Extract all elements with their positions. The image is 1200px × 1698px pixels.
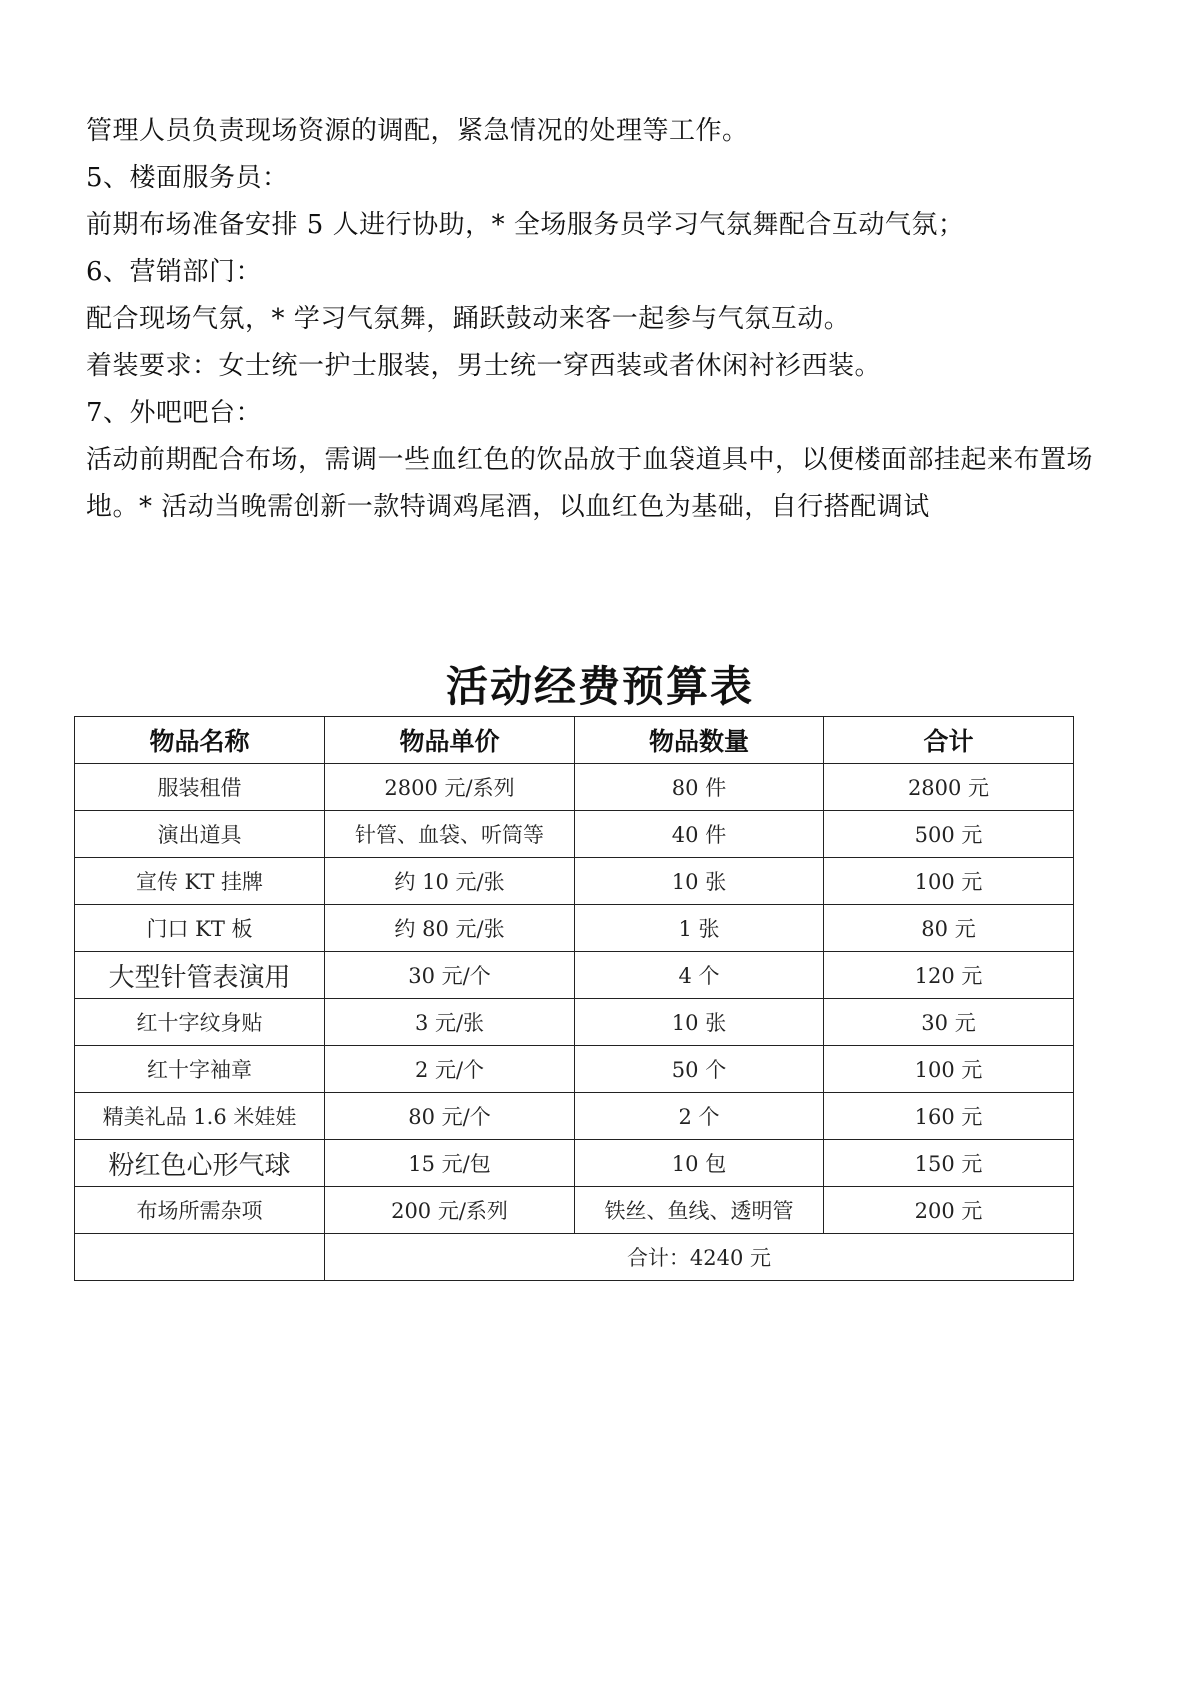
grand-total: 合计：4240 元 [325,1234,1074,1281]
cell-subtotal: 200 元 [824,1187,1074,1234]
cell-unit-price: 80 元/个 [325,1093,575,1140]
table-row [75,1140,1074,1187]
cell-subtotal: 120 元 [824,952,1074,999]
cell-item-name: 服装租借 [75,764,325,811]
cell-quantity: 10 包 [575,1140,824,1187]
cell-subtotal: 160 元 [824,1093,1074,1140]
budget-table-title: 活动经费预算表 [445,662,754,711]
cell-item-name: 门口 KT 板 [75,905,325,952]
cell-unit-price: 约 10 元/张 [325,858,575,905]
cell-quantity: 10 张 [575,999,824,1046]
paragraph-floor-staff: 前期布场准备安排 5 人进行协助，* 全场服务员学习气氛舞配合互动气氛； [86,210,965,240]
cell-subtotal: 100 元 [824,858,1074,905]
table-row [75,999,1074,1046]
cell-quantity: 80 件 [575,764,824,811]
table-row [75,1187,1074,1234]
cell-unit-price: 2800 元/系列 [325,764,575,811]
cell-item-name: 布场所需杂项 [75,1187,325,1234]
heading-floor-staff: 5、楼面服务员： [86,163,289,193]
cell-unit-price: 2 元/个 [325,1046,575,1093]
header-quantity: 物品数量 [575,717,824,764]
cell-quantity: 40 件 [575,811,824,858]
cell-item-name: 宣传 KT 挂牌 [75,858,325,905]
cell-item-name: 粉红色心形气球 [75,1140,325,1187]
heading-marketing: 6、营销部门： [86,257,263,287]
table-row [75,858,1074,905]
cell-quantity: 4 个 [575,952,824,999]
paragraph-outer-bar: 活动前期配合布场，需调一些血红色的饮品放于血袋道具中，以便楼面部挂起来布置场地。* 活动当晚需创新一款特调鸡尾酒，以血红色为基础，自行搭配调试 [86,445,1094,522]
table-header-row [75,717,1074,764]
cell-item-name: 红十字纹身贴 [75,999,325,1046]
paragraph-dress-code: 着装要求：女士统一护士服装，男士统一穿西装或者休闲衬衫西装。 [86,351,882,381]
cell-subtotal: 500 元 [824,811,1074,858]
cell-unit-price: 15 元/包 [325,1140,575,1187]
cell-unit-price: 200 元/系列 [325,1187,575,1234]
cell-quantity: 铁丝、鱼线、透明管 [575,1187,824,1234]
cell-subtotal: 30 元 [824,999,1074,1046]
cell-item-name: 红十字袖章 [75,1046,325,1093]
paragraph-management-duties: 管理人员负责现场资源的调配，紧急情况的处理等工作。 [86,116,749,146]
header-subtotal: 合计 [824,717,1074,764]
cell-unit-price: 约 80 元/张 [325,905,575,952]
cell-subtotal: 2800 元 [824,764,1074,811]
cell-subtotal: 150 元 [824,1140,1074,1187]
header-item-name: 物品名称 [75,717,325,764]
paragraph-marketing: 配合现场气氛，* 学习气氛舞，踊跃鼓动来客一起参与气氛互动。 [86,304,851,334]
table-row [75,905,1074,952]
cell-subtotal: 80 元 [824,905,1074,952]
table-row [75,1046,1074,1093]
cell-unit-price: 30 元/个 [325,952,575,999]
cell-empty [75,1234,325,1281]
header-unit-price: 物品单价 [325,717,575,764]
heading-outer-bar: 7、外吧吧台： [86,398,263,428]
table-row [75,764,1074,811]
cell-unit-price: 针管、血袋、听筒等 [325,811,575,858]
cell-item-name: 大型针管表演用 [75,952,325,999]
table-row [75,811,1074,858]
budget-table [74,716,1074,1281]
table-row [75,952,1074,999]
cell-item-name: 精美礼品 1.6 米娃娃 [75,1093,325,1140]
cell-quantity: 10 张 [575,858,824,905]
body-text [86,108,1126,531]
cell-quantity: 1 张 [575,905,824,952]
cell-item-name: 演出道具 [75,811,325,858]
cell-quantity: 50 个 [575,1046,824,1093]
cell-subtotal: 100 元 [824,1046,1074,1093]
table-row [75,1093,1074,1140]
cell-unit-price: 3 元/张 [325,999,575,1046]
cell-quantity: 2 个 [575,1093,824,1140]
table-total-row [75,1234,1074,1281]
